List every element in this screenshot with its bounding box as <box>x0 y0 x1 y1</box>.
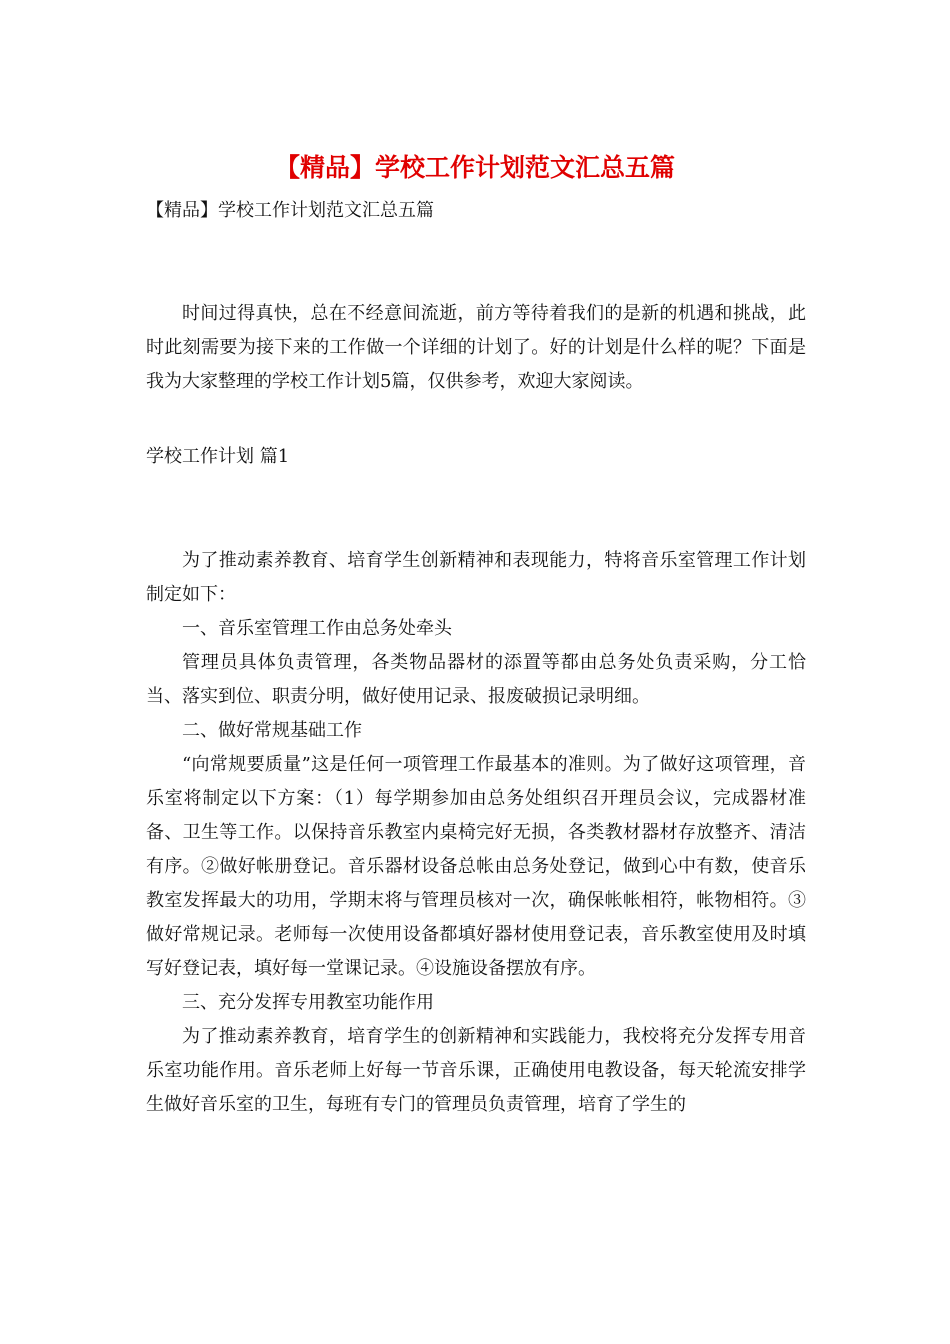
paragraph: 管理员具体负责管理，各类物品器材的添置等都由总务处负责采购，分工恰当、落实到位、职责分明，做好使用记录、报废破损记录明细。 <box>146 652 806 707</box>
subheading: 三、充分发挥专用教室功能作用 <box>182 992 434 1013</box>
paragraph: 为了推动素养教育，培育学生的创新精神和实践能力，我校将充分发挥专用音乐室功能作用。音乐老师上好每一节音乐课，正确使用电教设备，每天轮流安排学生做好音乐室的卫生，每班有专门的管理员负责管理，培育了学生的 <box>146 1026 806 1115</box>
document-subtitle: 【精品】学校工作计划范文汇总五篇 <box>146 200 434 221</box>
section-content <box>146 544 806 1122</box>
paragraph: 为了推动素养教育、培育学生创新精神和表现能力，特将音乐室管理工作计划制定如下： <box>146 550 806 605</box>
paragraph: “向常规要质量”这是任何一项管理工作最基本的准则。为了做好这项管理，音乐室将制定以下方案：（1）每学期参加由总务处组织召开理员会议，完成器材准备、卫生等工作。以保持音乐教室内桌椅完好无损，各类教材器材存放整齐、清洁有序。②做好帐册登记。音乐器材设备总帐由总务处登记，做到心中有数，使音乐教室发挥最大的功用，学期末将与管理员核对一次，确保帐帐相符，帐物相符。③做好常规记录。老师每一次使用设备都填好器材使用登记表，音乐教室使用及时填写好登记表，填好每一堂课记录。④设施设备摆放有序。 <box>146 754 806 979</box>
subheading: 一、音乐室管理工作由总务处牵头 <box>182 618 452 639</box>
intro-paragraph: 时间过得真快，总在不经意间流逝，前方等待着我们的是新的机遇和挑战，此时此刻需要为接下来的工作做一个详细的计划了。好的计划是什么样的呢？下面是我为大家整理的学校工作计划5篇，仅供参考，欢迎大家阅读。 <box>146 303 806 392</box>
section-heading: 学校工作计划 篇1 <box>146 446 290 467</box>
document-title: 【精品】学校工作计划范文汇总五篇 <box>274 153 675 182</box>
subheading: 二、做好常规基础工作 <box>182 720 362 741</box>
